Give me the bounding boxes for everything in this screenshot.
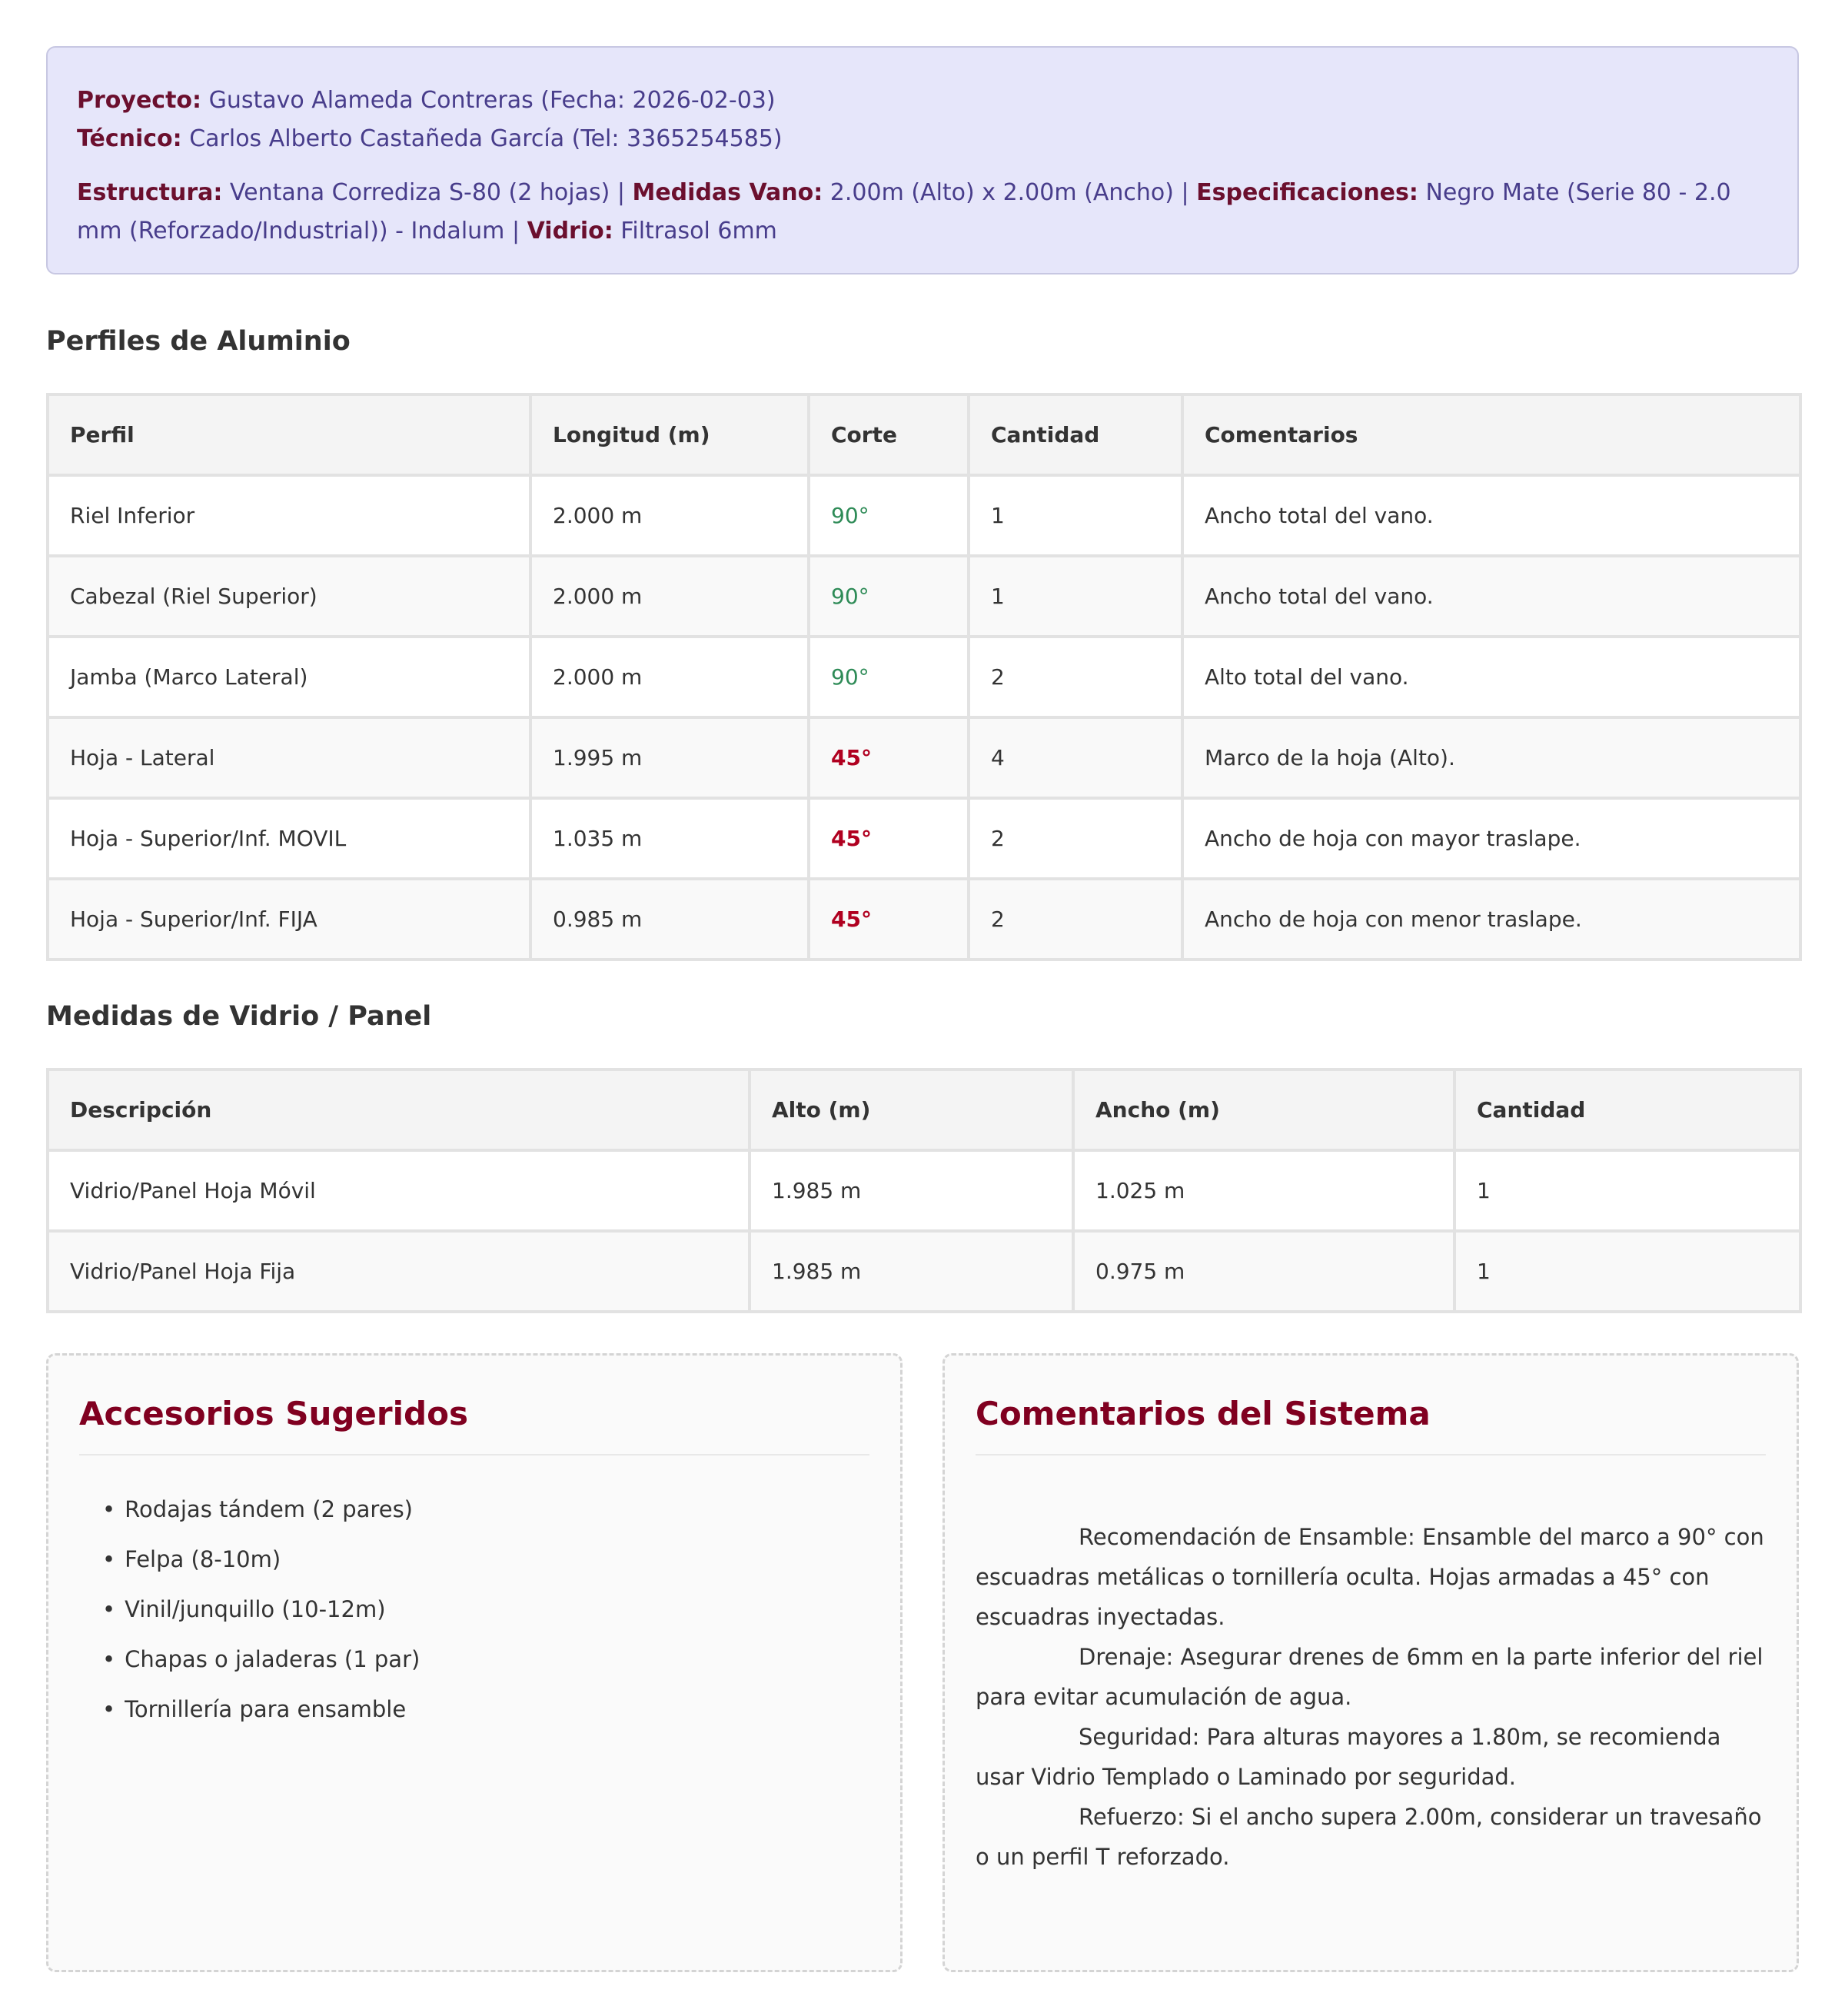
accesorios-list: [79, 1485, 869, 1735]
table-row: [48, 1150, 1800, 1231]
perfil-cell: Jamba (Marco Lateral): [48, 637, 530, 717]
vidrio-table: [46, 1068, 1802, 1313]
comentarios-cell: Ancho de hoja con menor traslape.: [1182, 879, 1800, 960]
especificaciones-label: Especificaciones:: [1196, 179, 1418, 206]
table-row: [48, 475, 1800, 556]
col-alto: Alto (m): [750, 1070, 1073, 1150]
cantidad-cell: 1: [1454, 1231, 1800, 1312]
comentarios-cell: Ancho total del vano.: [1182, 475, 1800, 556]
cantidad-cell: 1: [969, 556, 1182, 637]
perfil-cell: Cabezal (Riel Superior): [48, 556, 530, 637]
estructura-label: Estructura:: [77, 179, 223, 206]
corte-cell: 90°: [809, 475, 969, 556]
longitud-cell: 0.985 m: [530, 879, 809, 960]
col-perfil: Perfil: [48, 394, 530, 475]
col-descripcion: Descripción: [48, 1070, 750, 1150]
table-row: [48, 1231, 1800, 1312]
accesorios-card: [46, 1353, 903, 1972]
comment-paragraph: Recomendación de Ensamble: Ensamble del marco a 90° con escuadras metálicas o tornillería oculta. Hojas armadas a 45° con escuadras inyectadas.: [976, 1524, 1764, 1630]
longitud-cell: 1.995 m: [530, 717, 809, 798]
proyecto-value: Gustavo Alameda Contreras (Fecha: 2026-02-03): [208, 87, 776, 114]
comment-paragraph: Seguridad: Para alturas mayores a 1.80m, se recomienda usar Vidrio Templado o Laminado por seguridad.: [976, 1724, 1721, 1790]
comentarios-cell: Alto total del vano.: [1182, 637, 1800, 717]
perfiles-table: [46, 393, 1802, 961]
longitud-cell: 1.035 m: [530, 798, 809, 879]
longitud-cell: 2.000 m: [530, 637, 809, 717]
perfil-cell: Riel Inferior: [48, 475, 530, 556]
perfiles-header-row: [48, 394, 1800, 475]
comment-paragraph: Refuerzo: Si el ancho supera 2.00m, considerar un travesaño o un perfil T reforzado.: [976, 1804, 1762, 1870]
corte-cell: 45°: [809, 798, 969, 879]
page: [46, 46, 1799, 1870]
separator: |: [617, 179, 625, 206]
table-row: [48, 556, 1800, 637]
table-row: [48, 717, 1800, 798]
alto-cell: 1.985 m: [750, 1231, 1073, 1312]
list-item: • Chapas o jaladeras (1 par): [102, 1635, 869, 1685]
project-info-box: [46, 46, 1799, 274]
vidrio-label: Vidrio:: [527, 218, 613, 245]
cantidad-cell: 2: [969, 637, 1182, 717]
vidrio-value: Filtrasol 6mm: [620, 218, 777, 245]
col-cantidad: Cantidad: [969, 394, 1182, 475]
comment-paragraph: Drenaje: Asegurar drenes de 6mm en la parte inferior del riel para evitar acumulación de agua.: [976, 1644, 1764, 1710]
cantidad-cell: 1: [1454, 1150, 1800, 1231]
list-item: • Vinil/junquillo (10-12m): [102, 1585, 869, 1635]
proyecto-label: Proyecto:: [77, 87, 202, 114]
corte-cell: 90°: [809, 637, 969, 717]
accesorios-title: Accesorios Sugeridos: [79, 1394, 869, 1455]
cantidad-cell: 2: [969, 879, 1182, 960]
cantidad-cell: 4: [969, 717, 1182, 798]
col-comentarios: Comentarios: [1182, 394, 1800, 475]
corte-cell: 45°: [809, 879, 969, 960]
longitud-cell: 2.000 m: [530, 556, 809, 637]
estructura-value: Ventana Corrediza S-80 (2 hojas): [229, 179, 610, 206]
table-row: [48, 879, 1800, 960]
comentarios-cell: Marco de la hoja (Alto).: [1182, 717, 1800, 798]
vidrio-header-row: [48, 1070, 1800, 1150]
ancho-cell: 0.975 m: [1073, 1231, 1454, 1312]
tecnico-value: Carlos Alberto Castañeda García (Tel: 3365254585): [189, 125, 783, 152]
descripcion-cell: Vidrio/Panel Hoja Móvil: [48, 1150, 750, 1231]
table-row: [48, 637, 1800, 717]
corte-cell: 45°: [809, 717, 969, 798]
corte-cell: 90°: [809, 556, 969, 637]
tecnico-label: Técnico:: [77, 125, 182, 152]
perfiles-section-title: Perfiles de Aluminio: [46, 326, 351, 357]
medidas-label: Medidas Vano:: [632, 179, 823, 206]
comentarios-title: Comentarios del Sistema: [976, 1394, 1766, 1455]
list-item: • Rodajas tándem (2 pares): [102, 1485, 869, 1535]
comentarios-cell: Ancho total del vano.: [1182, 556, 1800, 637]
col-longitud: Longitud (m): [530, 394, 809, 475]
project-line: [77, 82, 1768, 120]
separator: |: [1181, 179, 1189, 206]
bottom-cards: [46, 1353, 1799, 1972]
list-item: • Felpa (8-10m): [102, 1535, 869, 1585]
col-ancho: Ancho (m): [1073, 1070, 1454, 1150]
col-corte: Corte: [809, 394, 969, 475]
tecnico-line: [77, 120, 1768, 158]
cantidad-cell: 2: [969, 798, 1182, 879]
perfil-cell: Hoja - Superior/Inf. FIJA: [48, 879, 530, 960]
perfil-cell: Hoja - Superior/Inf. MOVIL: [48, 798, 530, 879]
col-cantidad: Cantidad: [1454, 1070, 1800, 1150]
structure-line: [77, 174, 1768, 251]
list-item: • Tornillería para ensamble: [102, 1685, 869, 1735]
comentarios-cell: Ancho de hoja con mayor traslape.: [1182, 798, 1800, 879]
perfil-cell: Hoja - Lateral: [48, 717, 530, 798]
table-row: [48, 798, 1800, 879]
especificaciones-value: Negro Mate (Serie 80 - 2.0 mm (Reforzado/Industrial)) - Indalum: [77, 179, 1731, 245]
separator: |: [511, 218, 520, 245]
vidrio-section-title: Medidas de Vidrio / Panel: [46, 1001, 432, 1032]
medidas-value: 2.00m (Alto) x 2.00m (Ancho): [829, 179, 1174, 206]
comentarios-card: [942, 1353, 1799, 1972]
descripcion-cell: Vidrio/Panel Hoja Fija: [48, 1231, 750, 1312]
cantidad-cell: 1: [969, 475, 1182, 556]
comentarios-body: [976, 1517, 1766, 1877]
longitud-cell: 2.000 m: [530, 475, 809, 556]
alto-cell: 1.985 m: [750, 1150, 1073, 1231]
ancho-cell: 1.025 m: [1073, 1150, 1454, 1231]
